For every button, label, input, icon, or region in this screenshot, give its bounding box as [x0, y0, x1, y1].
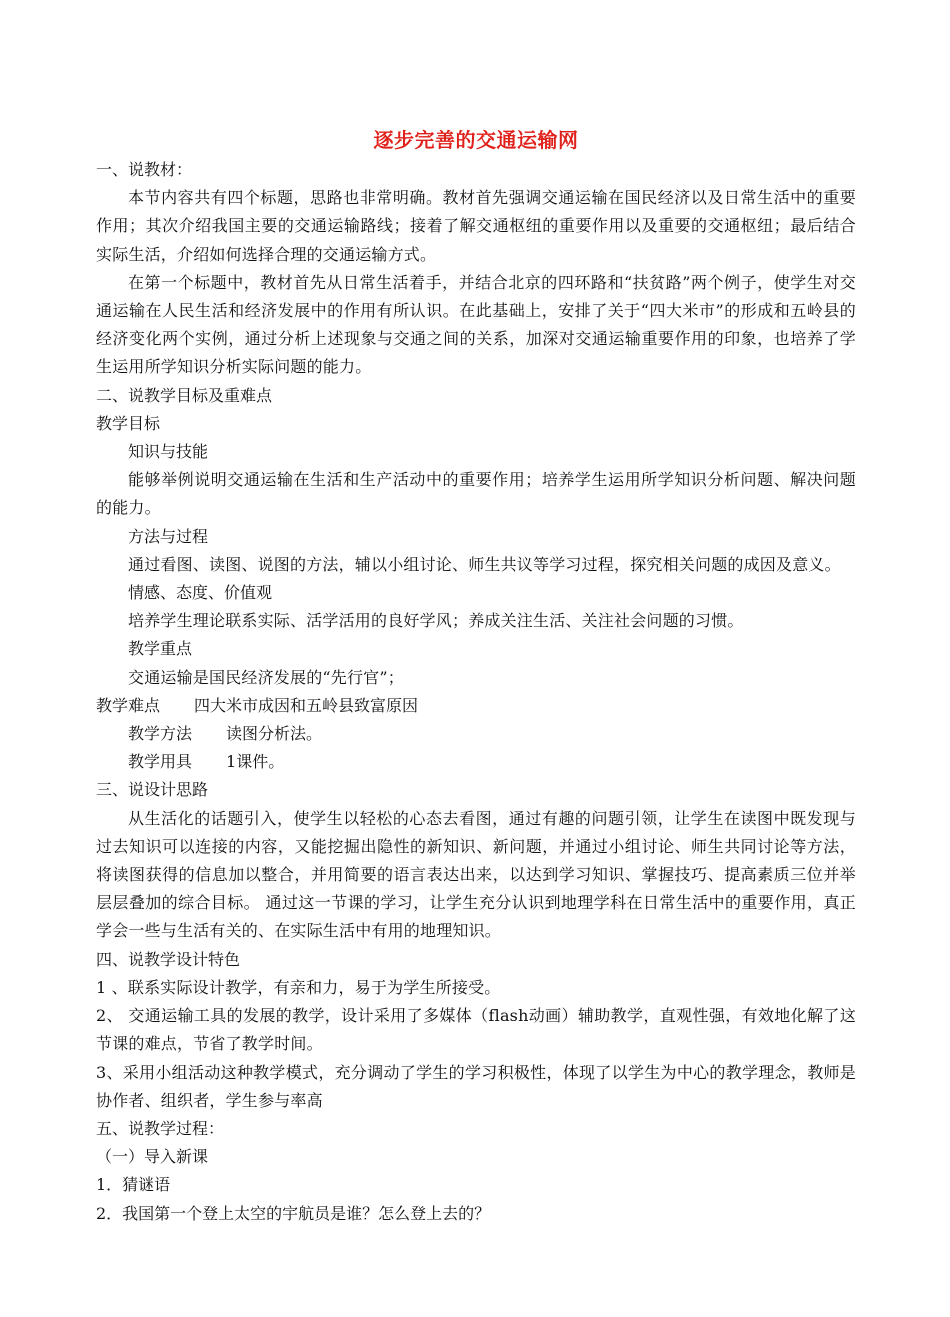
- page-title: 逐步完善的交通运输网: [373, 128, 579, 152]
- difficulty-label: 教学难点: [96, 695, 161, 715]
- paragraph: 通过看图、读图、说图的方法，辅以小组讨论、师生共议等学习过程，探究相关问题的成因及意义。: [128, 554, 841, 574]
- subheading-intro: （一）导入新课: [96, 1147, 209, 1167]
- paragraph: 交通运输是国民经济发展的“先行官”；: [128, 667, 404, 687]
- difficulty-line: [96, 692, 856, 720]
- section-heading-1: 一、说教材：: [96, 160, 193, 179]
- subheading-method: 方法与过程: [128, 526, 209, 546]
- list-item: 2．我国第一个登上太空的宇航员是谁？怎么登上去的？: [96, 1203, 491, 1223]
- list-item: 1．猜谜语: [96, 1175, 171, 1195]
- section-heading-5: 五、说教学过程：: [96, 1118, 225, 1138]
- document-page: [96, 126, 856, 1228]
- method-text: 读图分析法。: [226, 724, 323, 744]
- method-line: [96, 720, 856, 748]
- tool-label: 教学用具: [128, 752, 193, 772]
- paragraph: 能够举例说明交通运输在生活和生产活动中的重要作用；培养学生运用所学知识分析问题、解决问题的能力。: [96, 470, 856, 518]
- section-heading-4: 四、说教学设计特色: [96, 949, 241, 969]
- section-heading-2: 二、说教学目标及重难点: [96, 385, 273, 405]
- paragraph: 从生活化的话题引入，使学生以轻松的心态去看图，通过有趣的问题引领，让学生在读图中既发现与过去知识可以连接的内容，又能挖掘出隐性的新知识、新问题，并通过小组讨论、师生共同讨论等方法，将读图获得的信息加以整合，并用简要的语言表达出来，以达到学习知识、掌握技巧、提高素质三位并举层层叠加的综合目标。 通过这一节课的学习，让学生充分认识到地理学科在日常生活中的重要作用，真正学会一些与生活有关的、在实际生活中有用的地理知识。: [96, 808, 856, 941]
- paragraph: 在第一个标题中，教材首先从日常生活着手，并结合北京的四环路和“扶贫路”两个例子，使学生对交通运输在人民生活和经济发展中的作用有所认识。在此基础上，安排了关于“四大米市”的形成和五岭县的经济变化两个实例，通过分析上述现象与交通之间的关系，加深对交通运输重要作用的印象，也培养了学生运用所学知识分析实际问题的能力。: [96, 272, 856, 377]
- paragraph: 本节内容共有四个标题，思路也非常明确。教材首先强调交通运输在国民经济以及日常生活中的重要作用；其次介绍我国主要的交通运输路线；接着了解交通枢纽的重要作用以及重要的交通枢纽；最后结合实际生活，介绍如何选择合理的交通运输方式。: [96, 188, 856, 264]
- subheading-knowledge: 知识与技能: [128, 442, 209, 462]
- list-item: 3、采用小组活动这种教学模式，充分调动了学生的学习积极性，体现了以学生为中心的教学理念，教师是协作者、组织者，学生参与率高: [96, 1062, 856, 1110]
- tool-line: [96, 748, 856, 776]
- list-item: 2、 交通运输工具的发展的教学，设计采用了多媒体（flash动画）辅助教学，直观性强，有效地化解了这节课的难点，节省了教学时间。: [96, 1006, 856, 1054]
- method-label: 教学方法: [128, 724, 193, 744]
- subheading-key-point: 教学重点: [128, 639, 193, 659]
- tool-text: 1课件。: [226, 752, 285, 772]
- section-heading-3: 三、说设计思路: [96, 780, 209, 800]
- paragraph: 培养学生理论联系实际、活学活用的良好学风；养成关注生活、关注社会问题的习惯。: [128, 611, 744, 631]
- difficulty-text: 四大米市成因和五岭县致富原因: [194, 695, 419, 715]
- list-item: 1 、联系实际设计教学，有亲和力，易于为学生所接受。: [96, 977, 501, 997]
- subheading-goals: 教学目标: [96, 413, 161, 433]
- subheading-emotion: 情感、态度、价值观: [128, 583, 273, 603]
